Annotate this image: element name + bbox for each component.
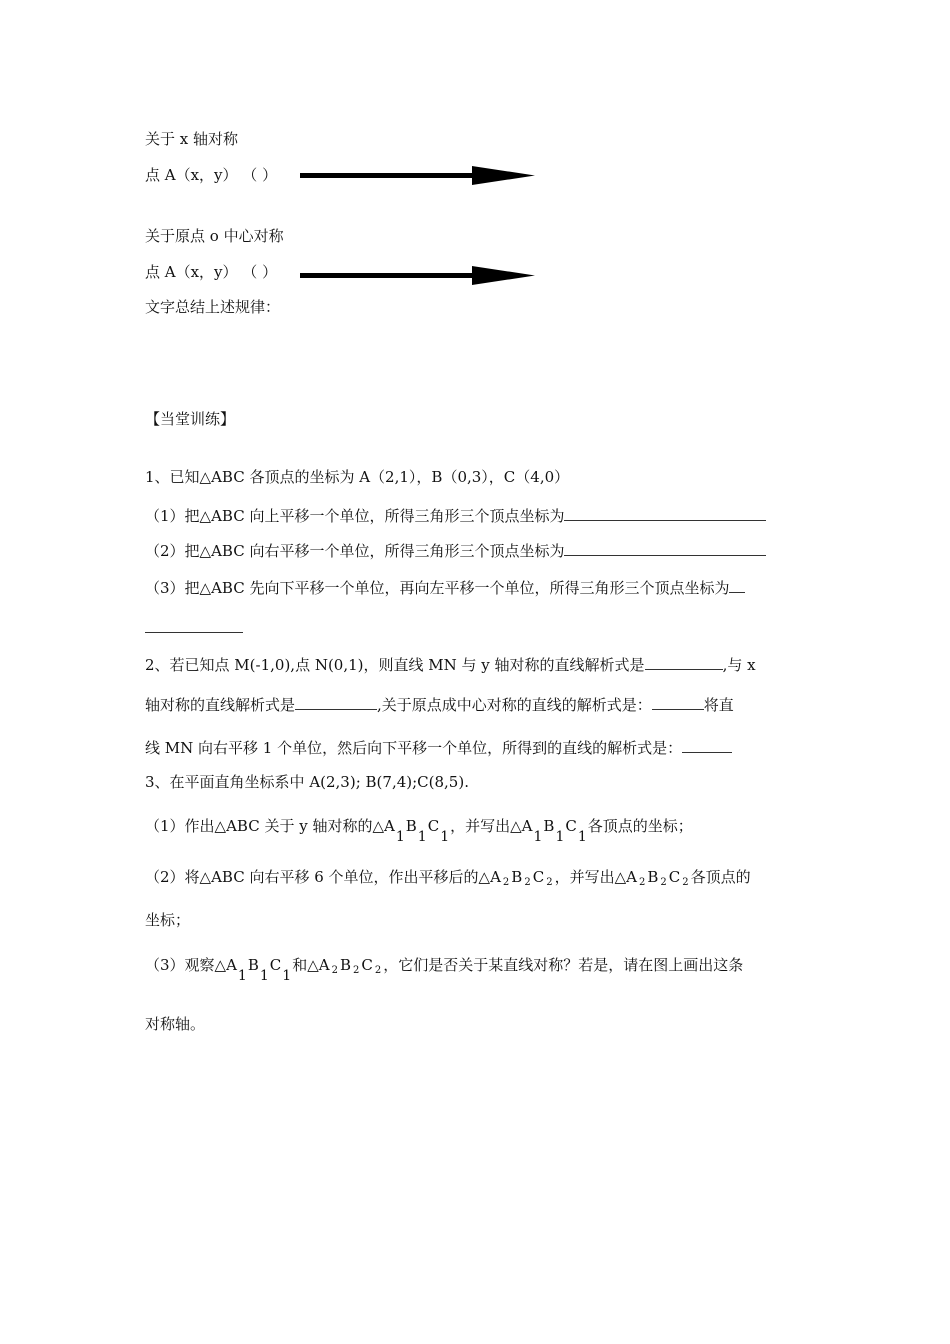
q2-line2-tail: 将直 bbox=[703, 696, 734, 714]
vertex-label: B bbox=[647, 868, 659, 886]
sym-origin-title: 关于原点 o 中心对称 bbox=[145, 227, 284, 245]
q3-part1-tail: 各顶点的坐标； bbox=[587, 817, 693, 835]
summary-prompt: 文字总结上述规律： bbox=[145, 298, 281, 316]
vertex-label: C bbox=[532, 868, 545, 886]
subscript: 1 bbox=[577, 829, 587, 845]
q2-line3 bbox=[145, 737, 732, 758]
answer-blank[interactable] bbox=[564, 506, 766, 521]
subscript: 1 bbox=[440, 829, 450, 845]
q3-part3-continuation: 对称轴。 bbox=[145, 1015, 206, 1033]
subscript: 2 bbox=[524, 877, 531, 888]
q2-line1 bbox=[145, 654, 756, 675]
q1-part2 bbox=[145, 540, 766, 561]
q1-part3-text: （3）把△ABC 先向下平移一个单位，再向左平移一个单位，所得三角形三个顶点坐标为 bbox=[145, 579, 730, 597]
q3-part3-text: （3）观察△A bbox=[145, 956, 237, 974]
q1-part2-text: （2）把△ABC 向右平移一个单位，所得三角形三个顶点坐标为 bbox=[145, 542, 565, 560]
arrow-right-icon bbox=[300, 166, 535, 186]
vertex-label: B bbox=[543, 817, 555, 835]
q3-part3-tail: ，它们是否关于某直线对称？若是，请在图上画出这条 bbox=[383, 956, 744, 974]
subscript: 1 bbox=[533, 829, 543, 845]
subscript: 2 bbox=[546, 877, 553, 888]
arrow-right-icon bbox=[300, 266, 535, 286]
answer-blank[interactable] bbox=[564, 541, 766, 556]
sym-x-title: 关于 x 轴对称 bbox=[145, 130, 238, 148]
subscript: 2 bbox=[331, 965, 338, 976]
q3-part2-tail: 各顶点的 bbox=[690, 868, 751, 886]
q3-part1-text: （1）作出△ABC 关于 y 轴对称的△A bbox=[145, 817, 395, 835]
q1-part3 bbox=[145, 577, 745, 598]
subscript: 2 bbox=[502, 877, 510, 888]
q3-part1-mid: ，并写出△A bbox=[450, 817, 533, 835]
subscript: 1 bbox=[417, 829, 427, 845]
q3-part2-text: （2）将△ABC 向右平移 6 个单位，作出平移后的△A bbox=[145, 868, 501, 886]
point-origin-mapping: 点 A（x，y） （ ） bbox=[145, 263, 278, 281]
answer-blank[interactable] bbox=[645, 655, 723, 670]
answer-blank[interactable] bbox=[729, 578, 745, 593]
vertex-label: C bbox=[361, 956, 373, 974]
q3-part2-continuation: 坐标； bbox=[145, 911, 191, 929]
q1-part1-text: （1）把△ABC 向上平移一个单位，所得三角形三个顶点坐标为 bbox=[145, 507, 565, 525]
vertex-label: B bbox=[247, 956, 259, 974]
q2-line2 bbox=[145, 694, 734, 715]
subscript: 1 bbox=[259, 968, 269, 984]
q2-line1-tail: ,与 x bbox=[722, 656, 756, 674]
q3-part3-mid: 和△A bbox=[292, 956, 330, 974]
section-title: 【当堂训练】 bbox=[145, 410, 236, 428]
subscript: 2 bbox=[638, 877, 646, 888]
vertex-label: B bbox=[405, 817, 417, 835]
answer-blank[interactable] bbox=[295, 695, 377, 710]
q2-line2-mid: ,关于原点成中心对称的直线的解析式是： bbox=[377, 696, 652, 714]
subscript: 1 bbox=[395, 829, 405, 845]
vertex-label: B bbox=[339, 956, 351, 974]
q2-line2-text: 轴对称的直线解析式是 bbox=[145, 696, 296, 714]
q1-part3-continuation bbox=[145, 618, 243, 637]
q2-line1-text: 2、若已知点 M(-1,0),点 N(0,1)，则直线 MN 与 y 轴对称的直线解析式是 bbox=[145, 656, 645, 674]
subscript: 1 bbox=[237, 968, 247, 984]
vertex-label: C bbox=[269, 956, 282, 974]
q3-part2-mid: ，并写出△A bbox=[554, 868, 637, 886]
q3-stem: 3、在平面直角坐标系中 A(2,3); B(7,4);C(8,5). bbox=[145, 773, 469, 791]
q2-line3-text: 线 MN 向右平移 1 个单位，然后向下平移一个单位，所得到的直线的解析式是： bbox=[145, 739, 683, 757]
subscript: 1 bbox=[555, 829, 565, 845]
answer-blank[interactable] bbox=[682, 738, 732, 753]
answer-blank[interactable] bbox=[145, 618, 243, 633]
q3-part3 bbox=[145, 954, 744, 984]
vertex-label: B bbox=[511, 868, 523, 886]
subscript: 2 bbox=[660, 877, 667, 888]
subscript: 2 bbox=[352, 965, 360, 976]
q3-part1 bbox=[145, 815, 693, 845]
q3-part2 bbox=[145, 866, 751, 887]
subscript: 2 bbox=[682, 877, 689, 888]
q1-stem: 1、已知△ABC 各顶点的坐标为 A（2,1），B（0,3），C（4,0） bbox=[145, 468, 570, 486]
subscript: 2 bbox=[374, 965, 382, 976]
q1-part1 bbox=[145, 505, 766, 526]
subscript: 1 bbox=[282, 968, 292, 984]
vertex-label: C bbox=[565, 817, 577, 835]
answer-blank[interactable] bbox=[652, 695, 704, 710]
vertex-label: C bbox=[668, 868, 681, 886]
vertex-label: C bbox=[427, 817, 440, 835]
point-x-mapping: 点 A（x，y） （ ） bbox=[145, 166, 278, 184]
